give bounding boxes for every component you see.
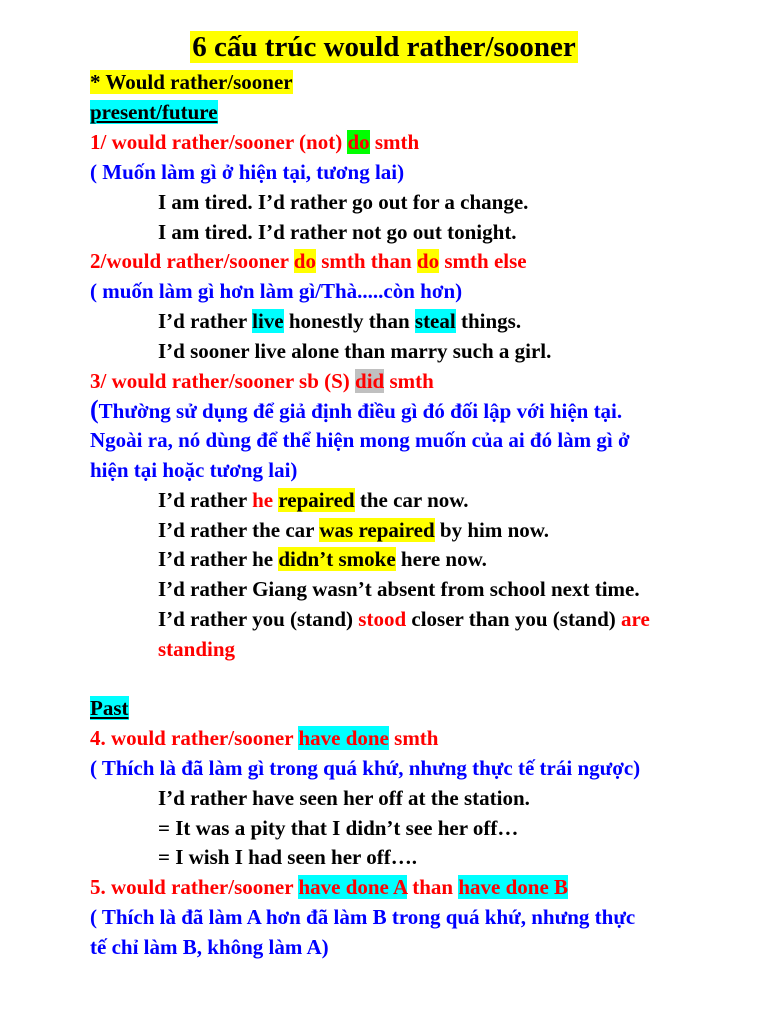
structure-1: 1/ would rather/sooner (not) do smth [90,130,420,154]
page-title: 6 cấu trúc would rather/sooner [192,31,576,63]
structure-2: 2/would rather/sooner do smth than do smth else [90,249,527,273]
section-past: Past [90,696,129,720]
structure-2-meaning: ( muốn làm gì hơn làm gì/Thà.....còn hơn) [90,279,463,303]
structure-3-meaning-line1: (Thường sử dụng để giả định điều gì đó đối lập với hiện tại. [90,395,623,424]
example-3c: I’d rather he didn’t smoke here now. [158,547,487,571]
example-3e: I’d rather you (stand) stood closer than you (stand) are [158,607,650,631]
example-4c: = I wish I had seen her off…. [158,845,417,869]
structure-4: 4. would rather/sooner have done smth [90,726,439,750]
structure-5-meaning-line1: ( Thích là đã làm A hơn đã làm B trong quá khứ, nhưng thực [90,905,636,929]
example-3b: I’d rather the car was repaired by him now. [158,518,550,542]
section-present-future: present/future [90,100,218,124]
structure-1-meaning: ( Muốn làm gì ở hiện tại, tương lai) [90,160,405,184]
structure-5: 5. would rather/sooner have done A than have done B [90,875,569,899]
example-2a: I’d rather live honestly than steal things. [158,309,522,333]
example-3a: I’d rather he repaired the car now. [158,488,469,512]
example-4b: = It was a pity that I didn’t see her off… [158,816,519,840]
heading-would-rather: * Would rather/sooner [90,70,293,94]
example-1b: I am tired. I’d rather not go out tonight. [158,220,517,244]
structure-3: 3/ would rather/sooner sb (S) did smth [90,369,434,393]
structure-3-meaning-line3: hiện tại hoặc tương lai) [90,458,298,482]
structure-3-meaning-line2: Ngoài ra, nó dùng để thể hiện mong muốn của ai đó làm gì ở [90,428,630,452]
structure-5-meaning-line2: tế chỉ làm B, không làm A) [90,935,329,959]
example-1a: I am tired. I’d rather go out for a change. [158,190,529,214]
example-2b: I’d sooner live alone than marry such a girl. [158,339,552,363]
example-4a: I’d rather have seen her off at the station. [158,786,530,810]
structure-4-meaning: ( Thích là đã làm gì trong quá khứ, nhưng thực tế trái ngược) [90,756,641,780]
example-3d: I’d rather Giang wasn’t absent from school next time. [158,577,640,601]
example-3e-continued: standing [158,637,236,661]
